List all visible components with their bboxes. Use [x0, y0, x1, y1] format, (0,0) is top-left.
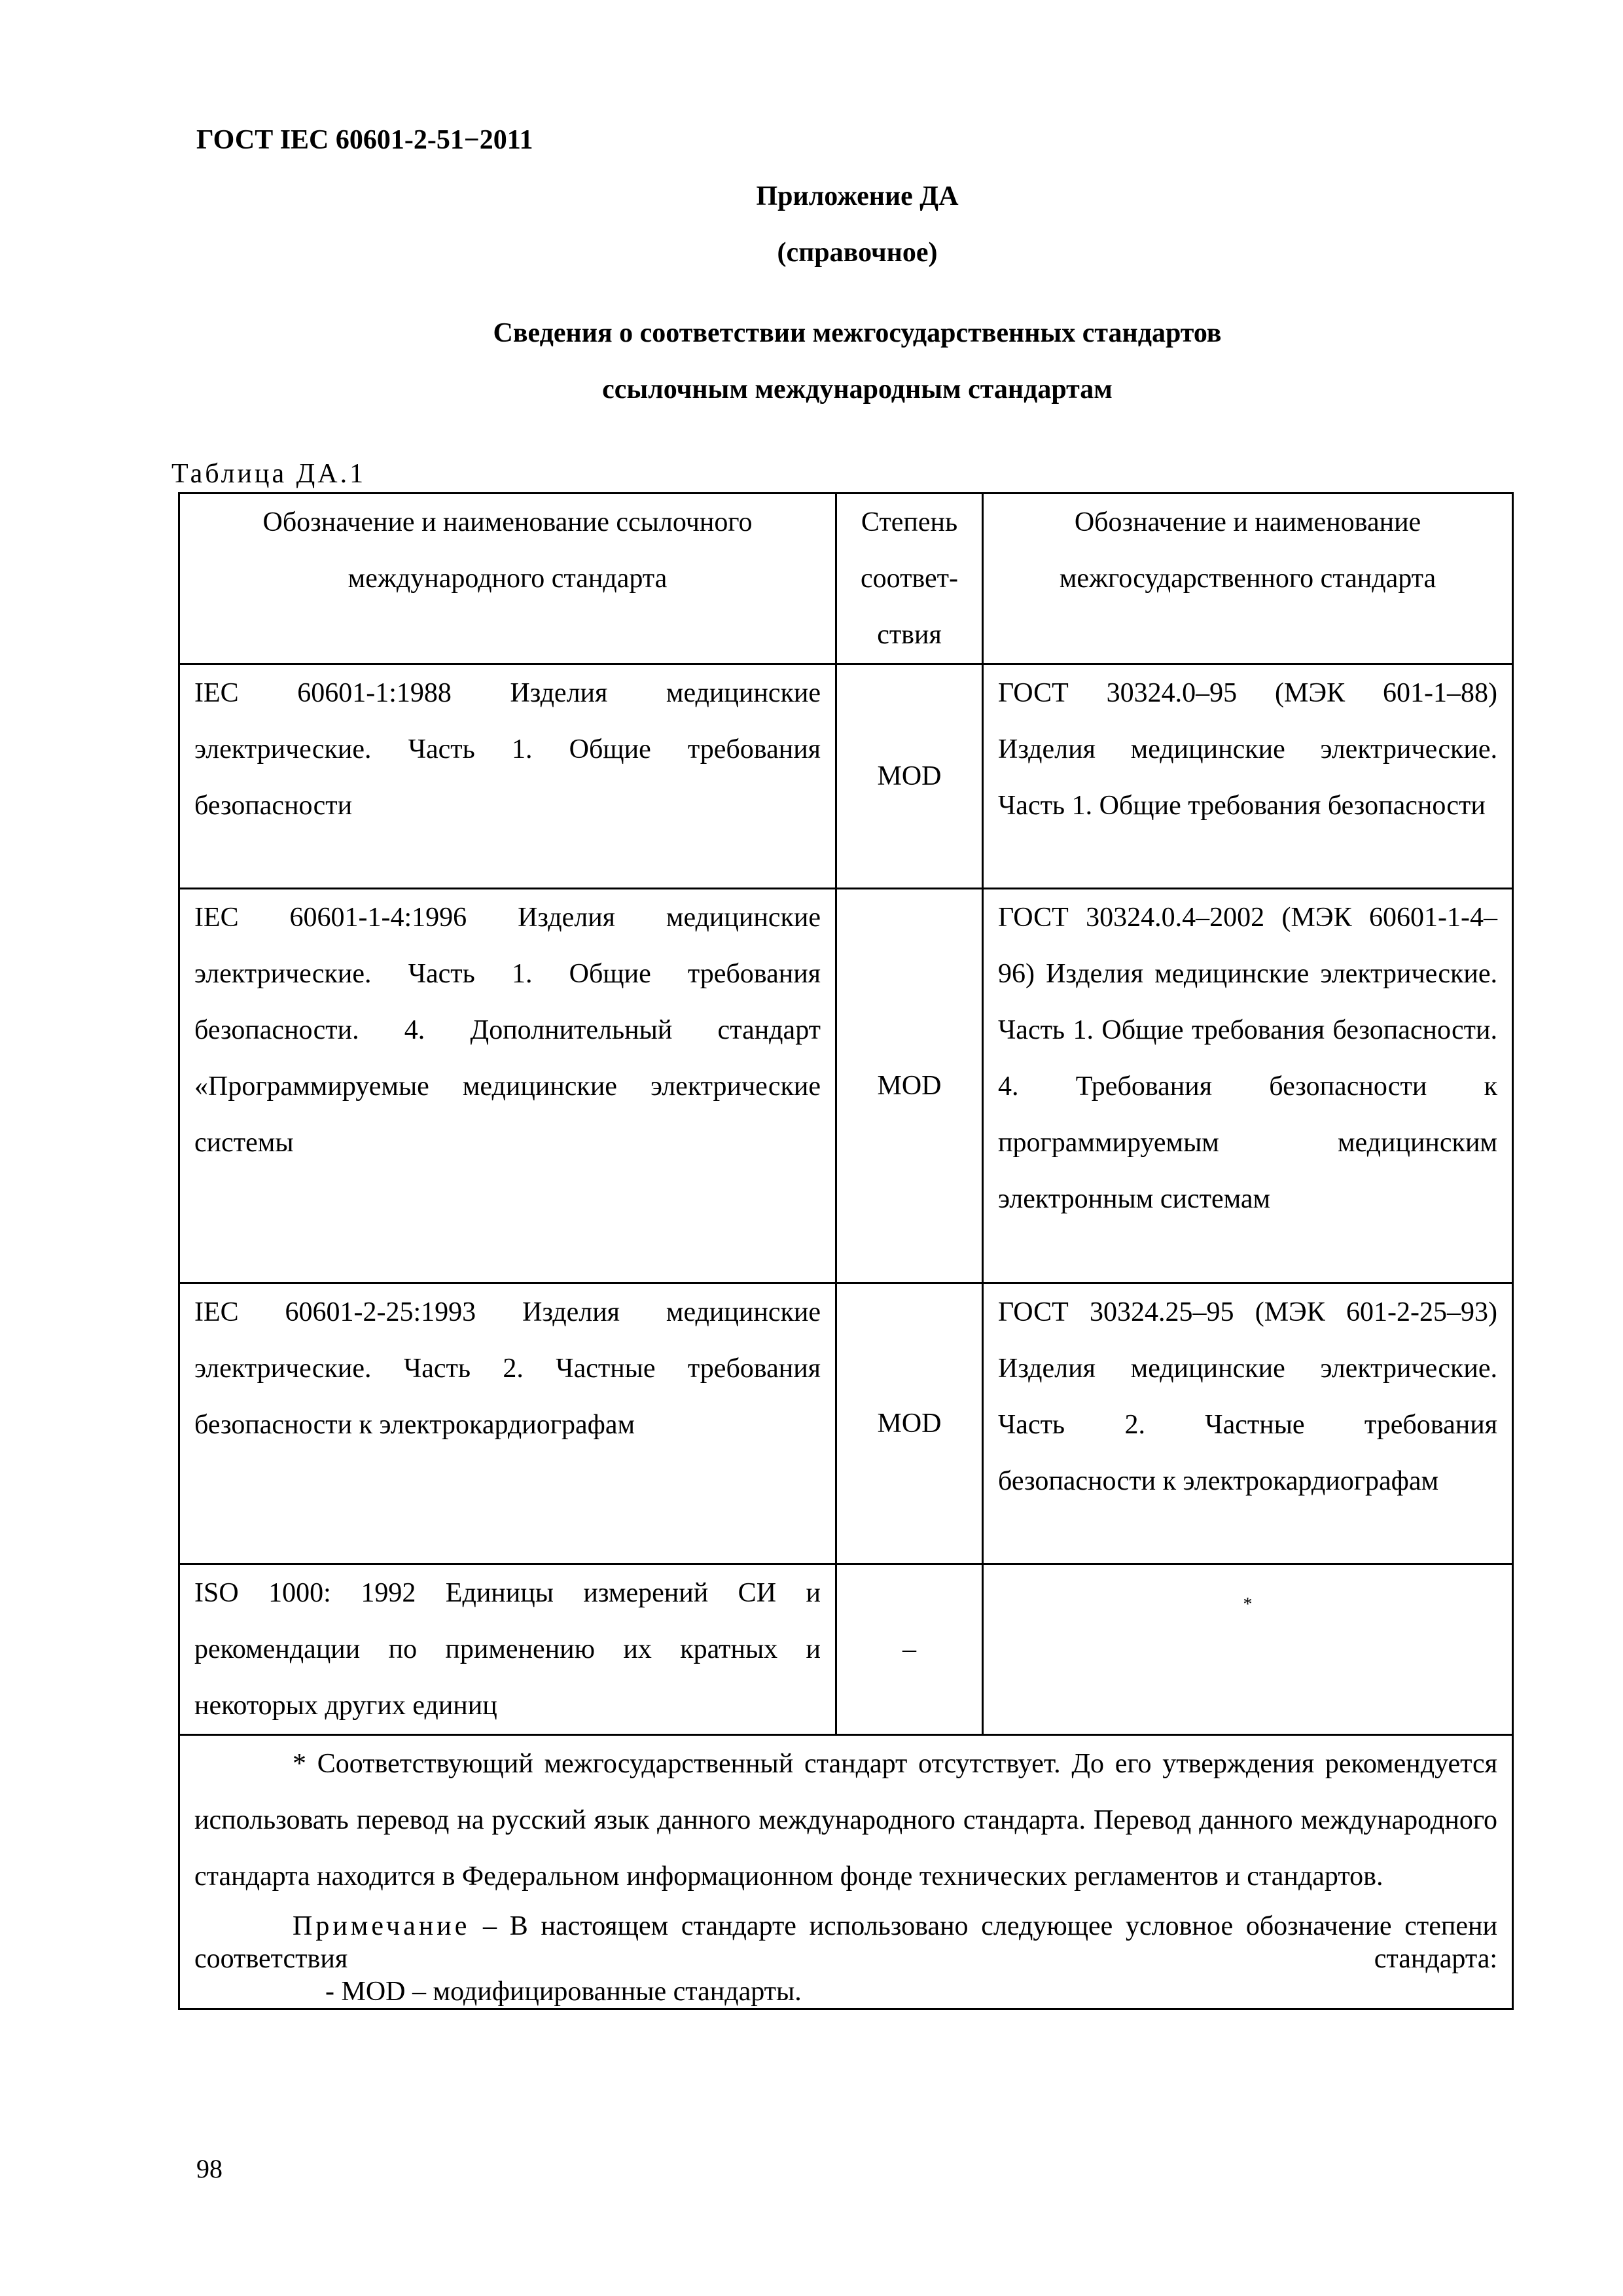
degree-cell: MOD: [836, 664, 983, 889]
page-number: 98: [196, 2154, 223, 2183]
international-standard-cell: IEC 60601-1:1988 Изделия медицинские электрические. Часть 1. Общие требования безопасности: [179, 664, 836, 889]
interstate-standard-cell: [983, 1564, 1513, 1735]
note-label: Примечание: [293, 1911, 471, 1941]
note-block: [194, 1910, 1497, 2008]
degree-cell: –: [836, 1564, 983, 1735]
international-standard-cell: IEC 60601-1-4:1996 Изделия медицинские электрические. Часть 1. Общие требования безопасности. 4. Дополнительный стандарт «Программируемые медицинские электрические системы: [179, 889, 836, 1283]
interstate-standard-cell: ГОСТ 30324.25–95 (МЭК 601-2-25–93) Изделия медицинские электрические. Часть 2. Частные требования безопасности к электрокардиографам: [983, 1283, 1513, 1564]
column-header-international: Обозначение и наименование ссылочного международного стандарта: [179, 493, 836, 664]
annex-subtitle-line2: ссылочным международным стандартам: [602, 374, 1113, 404]
degree-cell: MOD: [836, 1283, 983, 1564]
column-header-interstate: Обозначение и наименование межгосударственного стандарта: [983, 493, 1513, 664]
footnote-text: * Соответствующий межгосударственный стандарт отсутствует. До его утверждения рекомендуется использовать перевод на русский язык данного международного стандарта. Перевод данного международного стандарта находится в Федеральном информационном фонде технических регламентов и стандартов.: [194, 1749, 1497, 1892]
table-row: [179, 1283, 1513, 1564]
annex-subtitle-line1: Сведения о соответствии межгосударственных стандартов: [493, 318, 1222, 348]
table-row: [179, 664, 1513, 889]
interstate-standard-cell: ГОСТ 30324.0–95 (МЭК 601-1–88) Изделия медицинские электрические. Часть 1. Общие требования безопасности: [983, 664, 1513, 889]
table-footer-cell: [179, 1735, 1513, 2009]
annex-type: (справочное): [777, 238, 938, 268]
table-row: [179, 1564, 1513, 1735]
degree-cell: MOD: [836, 889, 983, 1283]
annex-title: Приложение ДА: [756, 181, 959, 211]
table-header-row: [179, 493, 1513, 664]
international-standard-cell: ISO 1000: 1992 Единицы измерений СИ и рекомендации по применению их кратных и некоторых других единиц: [179, 1564, 836, 1735]
table-row: [179, 889, 1513, 1283]
international-standard-cell: IEC 60601-2-25:1993 Изделия медицинские электрические. Часть 2. Частные требования безопасности к электрокардиографам: [179, 1283, 836, 1564]
table-footer-row: [179, 1735, 1513, 2009]
footnote-marker: *: [1243, 1594, 1253, 1615]
interstate-standard-cell: ГОСТ 30324.0.4–2002 (МЭК 60601-1-4–96) Изделия медицинские электрические. Часть 1. Общие требования безопасности. 4. Требования безопасности к программируемым медицинским электронным системам: [983, 889, 1513, 1283]
correspondence-table: [178, 492, 1514, 2010]
document-id: ГОСТ IEC 60601-2-51−2011: [196, 125, 533, 155]
note-text: – В настоящем стандарте использовано следующее условное обозначение степени соответствия стандарта:: [194, 1911, 1497, 1974]
table-caption: Таблица ДА.1: [171, 459, 366, 489]
column-header-degree: Степень соответ-ствия: [836, 493, 983, 664]
note-item: - MOD – модифицированные стандарты.: [325, 1977, 802, 2007]
